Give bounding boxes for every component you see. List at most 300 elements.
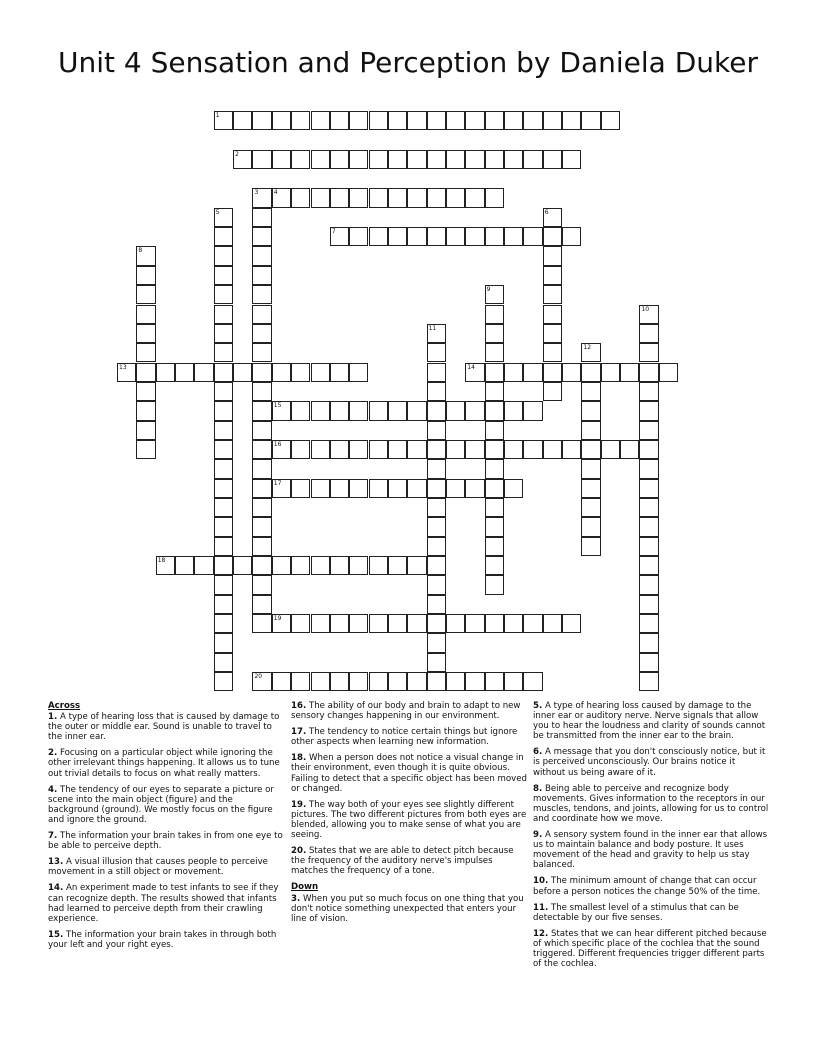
grid-cell[interactable]: [214, 440, 233, 459]
grid-cell[interactable]: [485, 517, 504, 536]
grid-cell[interactable]: [504, 401, 523, 420]
grid-cell[interactable]: [369, 614, 388, 633]
grid-cell[interactable]: [214, 382, 233, 401]
grid-cell[interactable]: [252, 517, 271, 536]
grid-cell[interactable]: [291, 401, 310, 420]
grid-cell[interactable]: [311, 188, 330, 207]
grid-cell[interactable]: [214, 459, 233, 478]
grid-cell[interactable]: [639, 421, 658, 440]
grid-cell[interactable]: [214, 556, 233, 575]
clue-item: [291, 800, 527, 840]
grid-cell[interactable]: [523, 401, 542, 420]
grid-cell[interactable]: [485, 498, 504, 517]
grid-cell[interactable]: [252, 672, 271, 691]
grid-cell[interactable]: [465, 363, 484, 382]
grid-cell[interactable]: [252, 498, 271, 517]
grid-cell[interactable]: [639, 672, 658, 691]
grid-cell[interactable]: [233, 150, 252, 169]
grid-cell[interactable]: [504, 672, 523, 691]
grid-cell[interactable]: [349, 672, 368, 691]
grid-cell[interactable]: [659, 363, 678, 382]
grid-cell[interactable]: [175, 556, 194, 575]
clue-number: 2: [235, 150, 239, 158]
grid-cell[interactable]: [639, 633, 658, 652]
grid-cell[interactable]: [369, 150, 388, 169]
grid-cell[interactable]: [446, 672, 465, 691]
grid-cell[interactable]: [252, 208, 271, 227]
grid-cell[interactable]: [349, 614, 368, 633]
grid-cell[interactable]: [427, 150, 446, 169]
grid-cell[interactable]: [407, 479, 426, 498]
grid-cell[interactable]: [407, 111, 426, 130]
grid-cell[interactable]: [465, 614, 484, 633]
grid-cell[interactable]: [252, 537, 271, 556]
grid-cell[interactable]: [252, 575, 271, 594]
grid-cell[interactable]: [427, 479, 446, 498]
grid-cell[interactable]: [543, 285, 562, 304]
grid-cell[interactable]: [136, 305, 155, 324]
grid-cell[interactable]: [272, 188, 291, 207]
grid-cell[interactable]: [543, 614, 562, 633]
grid-cell[interactable]: [214, 614, 233, 633]
grid-cell[interactable]: [562, 363, 581, 382]
grid-cell[interactable]: [311, 479, 330, 498]
grid-cell[interactable]: [330, 111, 349, 130]
grid-cell[interactable]: [465, 672, 484, 691]
grid-cell[interactable]: [194, 556, 213, 575]
grid-cell[interactable]: [504, 479, 523, 498]
grid-cell[interactable]: [369, 672, 388, 691]
grid-cell[interactable]: [214, 633, 233, 652]
grid-cell[interactable]: [136, 324, 155, 343]
grid-cell[interactable]: [562, 227, 581, 246]
grid-cell[interactable]: [639, 614, 658, 633]
grid-cell[interactable]: [272, 150, 291, 169]
grid-cell[interactable]: [485, 537, 504, 556]
grid-cell[interactable]: [136, 246, 155, 265]
grid-cell[interactable]: [639, 556, 658, 575]
grid-cell[interactable]: [639, 653, 658, 672]
grid-cell[interactable]: [485, 111, 504, 130]
grid-cell[interactable]: [543, 382, 562, 401]
grid-cell[interactable]: [233, 363, 252, 382]
grid-cell[interactable]: [407, 150, 426, 169]
grid-cell[interactable]: [504, 227, 523, 246]
grid-cell[interactable]: [639, 517, 658, 536]
grid-cell[interactable]: [369, 401, 388, 420]
grid-cell[interactable]: [543, 305, 562, 324]
grid-cell[interactable]: [311, 672, 330, 691]
grid-cell[interactable]: [388, 440, 407, 459]
grid-cell[interactable]: [214, 227, 233, 246]
grid-cell[interactable]: [349, 479, 368, 498]
grid-cell[interactable]: [330, 614, 349, 633]
grid-cell[interactable]: [523, 150, 542, 169]
grid-cell[interactable]: [272, 363, 291, 382]
grid-cell[interactable]: [485, 459, 504, 478]
grid-cell[interactable]: [388, 614, 407, 633]
grid-cell[interactable]: [388, 556, 407, 575]
grid-cell[interactable]: [465, 479, 484, 498]
grid-cell[interactable]: [427, 324, 446, 343]
grid-cell[interactable]: [349, 150, 368, 169]
grid-cell[interactable]: [349, 111, 368, 130]
grid-cell[interactable]: [427, 227, 446, 246]
grid-cell[interactable]: [330, 672, 349, 691]
grid-cell[interactable]: [523, 111, 542, 130]
grid-cell[interactable]: [639, 305, 658, 324]
grid-cell[interactable]: [427, 401, 446, 420]
grid-cell[interactable]: [291, 479, 310, 498]
grid-cell[interactable]: [485, 440, 504, 459]
grid-cell[interactable]: [504, 440, 523, 459]
grid-cell[interactable]: [581, 479, 600, 498]
grid-cell[interactable]: [252, 246, 271, 265]
grid-cell[interactable]: [465, 111, 484, 130]
grid-cell[interactable]: [562, 614, 581, 633]
grid-cell[interactable]: [369, 188, 388, 207]
grid-cell[interactable]: [639, 440, 658, 459]
grid-cell[interactable]: [252, 401, 271, 420]
grid-cell[interactable]: [388, 227, 407, 246]
grid-cell[interactable]: [581, 440, 600, 459]
grid-cell[interactable]: [427, 459, 446, 478]
grid-cell[interactable]: [252, 150, 271, 169]
grid-cell[interactable]: [523, 363, 542, 382]
grid-cell[interactable]: [214, 246, 233, 265]
grid-cell[interactable]: [214, 595, 233, 614]
grid-cell[interactable]: [581, 459, 600, 478]
grid-cell[interactable]: [581, 537, 600, 556]
grid-cell[interactable]: [620, 440, 639, 459]
grid-cell[interactable]: [407, 401, 426, 420]
grid-cell[interactable]: [601, 440, 620, 459]
grid-cell[interactable]: [214, 672, 233, 691]
grid-cell[interactable]: [485, 382, 504, 401]
grid-cell[interactable]: [252, 479, 271, 498]
grid-cell[interactable]: [252, 421, 271, 440]
grid-cell[interactable]: [272, 479, 291, 498]
grid-cell[interactable]: [407, 672, 426, 691]
grid-cell[interactable]: [311, 111, 330, 130]
grid-cell[interactable]: [485, 188, 504, 207]
grid-cell[interactable]: [214, 363, 233, 382]
grid-cell[interactable]: [446, 479, 465, 498]
grid-cell[interactable]: [369, 111, 388, 130]
grid-cell[interactable]: [485, 556, 504, 575]
grid-cell[interactable]: [330, 401, 349, 420]
grid-cell[interactable]: [214, 266, 233, 285]
grid-cell[interactable]: [369, 479, 388, 498]
grid-cell[interactable]: [214, 324, 233, 343]
grid-cell[interactable]: [136, 285, 155, 304]
grid-cell[interactable]: [639, 595, 658, 614]
grid-cell[interactable]: [465, 401, 484, 420]
grid-cell[interactable]: [446, 111, 465, 130]
grid-cell[interactable]: [427, 537, 446, 556]
grid-cell[interactable]: [485, 324, 504, 343]
grid-cell[interactable]: [523, 614, 542, 633]
grid-cell[interactable]: [291, 556, 310, 575]
grid-cell[interactable]: [330, 440, 349, 459]
grid-cell[interactable]: [427, 440, 446, 459]
grid-cell[interactable]: [272, 401, 291, 420]
grid-cell[interactable]: [407, 227, 426, 246]
clue-item: [291, 727, 527, 747]
clue-text: The ability of our body and brain to adapt to new sensory changes happening in our environment.: [291, 701, 521, 722]
grid-cell[interactable]: [427, 672, 446, 691]
grid-cell[interactable]: [330, 479, 349, 498]
grid-cell[interactable]: [214, 479, 233, 498]
grid-cell[interactable]: [562, 440, 581, 459]
grid-cell[interactable]: [639, 479, 658, 498]
grid-cell[interactable]: [252, 188, 271, 207]
grid-cell[interactable]: [465, 227, 484, 246]
grid-cell[interactable]: [543, 208, 562, 227]
grid-cell[interactable]: [388, 150, 407, 169]
grid-cell[interactable]: [136, 343, 155, 362]
grid-cell[interactable]: [427, 575, 446, 594]
grid-cell[interactable]: [581, 363, 600, 382]
grid-cell[interactable]: [252, 266, 271, 285]
grid-cell[interactable]: [485, 614, 504, 633]
grid-cell[interactable]: [446, 227, 465, 246]
grid-cell[interactable]: [388, 188, 407, 207]
grid-cell[interactable]: [446, 401, 465, 420]
grid-cell[interactable]: [581, 421, 600, 440]
grid-cell[interactable]: [388, 401, 407, 420]
grid-cell[interactable]: [214, 208, 233, 227]
grid-cell[interactable]: [485, 401, 504, 420]
grid-cell[interactable]: [330, 363, 349, 382]
grid-cell[interactable]: [349, 401, 368, 420]
grid-cell[interactable]: [349, 556, 368, 575]
grid-cell[interactable]: [581, 517, 600, 536]
grid-cell[interactable]: [543, 111, 562, 130]
grid-cell[interactable]: [175, 363, 194, 382]
grid-cell[interactable]: [485, 150, 504, 169]
grid-cell[interactable]: [485, 343, 504, 362]
grid-cell[interactable]: [485, 672, 504, 691]
grid-cell[interactable]: [485, 479, 504, 498]
grid-cell[interactable]: [291, 363, 310, 382]
grid-cell[interactable]: [427, 653, 446, 672]
grid-cell[interactable]: [156, 556, 175, 575]
grid-cell[interactable]: [581, 401, 600, 420]
grid-cell[interactable]: [581, 498, 600, 517]
grid-cell[interactable]: [252, 382, 271, 401]
grid-cell[interactable]: [136, 382, 155, 401]
grid-cell[interactable]: [136, 363, 155, 382]
clue-number-label: 1.: [48, 712, 58, 723]
grid-cell[interactable]: [214, 575, 233, 594]
grid-cell[interactable]: [330, 556, 349, 575]
grid-cell[interactable]: [504, 150, 523, 169]
grid-cell[interactable]: [291, 614, 310, 633]
grid-cell[interactable]: [543, 246, 562, 265]
grid-cell[interactable]: [388, 672, 407, 691]
grid-cell[interactable]: [214, 305, 233, 324]
grid-cell[interactable]: [581, 343, 600, 362]
grid-cell[interactable]: [562, 111, 581, 130]
grid-cell[interactable]: [369, 227, 388, 246]
grid-cell[interactable]: [523, 440, 542, 459]
grid-cell[interactable]: [156, 363, 175, 382]
grid-cell[interactable]: [639, 343, 658, 362]
grid-cell[interactable]: [252, 595, 271, 614]
grid-cell[interactable]: [485, 421, 504, 440]
grid-cell[interactable]: [252, 363, 271, 382]
grid-cell[interactable]: [252, 440, 271, 459]
grid-cell[interactable]: [446, 614, 465, 633]
grid-cell[interactable]: [465, 188, 484, 207]
grid-cell[interactable]: [136, 421, 155, 440]
grid-cell[interactable]: [252, 305, 271, 324]
grid-cell[interactable]: [465, 440, 484, 459]
grid-cell[interactable]: [562, 150, 581, 169]
grid-cell[interactable]: [214, 498, 233, 517]
grid-cell[interactable]: [214, 401, 233, 420]
grid-cell[interactable]: [639, 401, 658, 420]
grid-cell[interactable]: [504, 363, 523, 382]
grid-cell[interactable]: [427, 111, 446, 130]
grid-cell[interactable]: [291, 188, 310, 207]
grid-cell[interactable]: [291, 111, 310, 130]
grid-cell[interactable]: [523, 227, 542, 246]
grid-cell[interactable]: [117, 363, 136, 382]
grid-cell[interactable]: [136, 401, 155, 420]
grid-cell[interactable]: [311, 401, 330, 420]
grid-cell[interactable]: [639, 324, 658, 343]
grid-cell[interactable]: [639, 498, 658, 517]
grid-cell[interactable]: [581, 382, 600, 401]
grid-cell[interactable]: [330, 150, 349, 169]
grid-cell[interactable]: [349, 363, 368, 382]
grid-cell[interactable]: [446, 150, 465, 169]
grid-cell[interactable]: [485, 227, 504, 246]
grid-cell[interactable]: [330, 188, 349, 207]
grid-cell[interactable]: [601, 363, 620, 382]
grid-cell[interactable]: [214, 517, 233, 536]
grid-cell[interactable]: [485, 575, 504, 594]
grid-cell[interactable]: [446, 440, 465, 459]
grid-cell[interactable]: [639, 382, 658, 401]
grid-cell[interactable]: [465, 150, 484, 169]
grid-cell[interactable]: [485, 305, 504, 324]
grid-cell[interactable]: [427, 517, 446, 536]
grid-cell[interactable]: [427, 382, 446, 401]
grid-cell[interactable]: [311, 614, 330, 633]
grid-cell[interactable]: [427, 421, 446, 440]
grid-cell[interactable]: [136, 266, 155, 285]
grid-cell[interactable]: [349, 440, 368, 459]
grid-cell[interactable]: [485, 363, 504, 382]
grid-cell[interactable]: [252, 227, 271, 246]
grid-cell[interactable]: [214, 421, 233, 440]
grid-cell[interactable]: [543, 150, 562, 169]
grid-cell[interactable]: [523, 672, 542, 691]
grid-cell[interactable]: [427, 595, 446, 614]
grid-cell[interactable]: [214, 537, 233, 556]
grid-cell[interactable]: [272, 111, 291, 130]
grid-cell[interactable]: [136, 440, 155, 459]
grid-cell[interactable]: [252, 111, 271, 130]
grid-cell[interactable]: [407, 188, 426, 207]
grid-cell[interactable]: [427, 343, 446, 362]
grid-cell[interactable]: [291, 672, 310, 691]
grid-cell[interactable]: [407, 440, 426, 459]
grid-cell[interactable]: [311, 556, 330, 575]
grid-cell[interactable]: [407, 614, 426, 633]
grid-cell[interactable]: [252, 614, 271, 633]
grid-cell[interactable]: [291, 440, 310, 459]
grid-cell[interactable]: [311, 150, 330, 169]
grid-cell[interactable]: [214, 285, 233, 304]
grid-cell[interactable]: [252, 285, 271, 304]
grid-cell[interactable]: [485, 285, 504, 304]
grid-cell[interactable]: [446, 188, 465, 207]
grid-cell[interactable]: [581, 111, 600, 130]
grid-cell[interactable]: [233, 556, 252, 575]
grid-cell[interactable]: [407, 556, 426, 575]
grid-cell[interactable]: [543, 363, 562, 382]
grid-cell[interactable]: [427, 556, 446, 575]
grid-cell[interactable]: [639, 459, 658, 478]
grid-cell[interactable]: [388, 111, 407, 130]
grid-cell[interactable]: [427, 614, 446, 633]
grid-cell[interactable]: [543, 324, 562, 343]
grid-cell[interactable]: [349, 227, 368, 246]
grid-cell[interactable]: [311, 440, 330, 459]
grid-cell[interactable]: [388, 479, 407, 498]
grid-cell[interactable]: [252, 459, 271, 478]
grid-cell[interactable]: [543, 227, 562, 246]
grid-cell[interactable]: [427, 498, 446, 517]
grid-cell[interactable]: [427, 363, 446, 382]
grid-cell[interactable]: [272, 614, 291, 633]
grid-cell[interactable]: [272, 440, 291, 459]
grid-cell[interactable]: [272, 556, 291, 575]
grid-cell[interactable]: [427, 633, 446, 652]
grid-cell[interactable]: [601, 111, 620, 130]
grid-cell[interactable]: [639, 537, 658, 556]
grid-cell[interactable]: [639, 575, 658, 594]
grid-cell[interactable]: [543, 343, 562, 362]
grid-cell[interactable]: [427, 188, 446, 207]
grid-cell[interactable]: [194, 363, 213, 382]
grid-cell[interactable]: [214, 111, 233, 130]
grid-cell[interactable]: [252, 324, 271, 343]
grid-cell[interactable]: [214, 343, 233, 362]
grid-cell[interactable]: [639, 363, 658, 382]
grid-cell[interactable]: [311, 363, 330, 382]
grid-cell[interactable]: [369, 556, 388, 575]
grid-cell[interactable]: [252, 343, 271, 362]
grid-cell[interactable]: [291, 150, 310, 169]
grid-cell[interactable]: [272, 672, 291, 691]
grid-cell[interactable]: [330, 227, 349, 246]
grid-cell[interactable]: [543, 440, 562, 459]
grid-cell[interactable]: [233, 111, 252, 130]
grid-cell[interactable]: [369, 440, 388, 459]
grid-cell[interactable]: [504, 111, 523, 130]
grid-cell[interactable]: [349, 188, 368, 207]
grid-cell[interactable]: [214, 653, 233, 672]
grid-cell[interactable]: [543, 266, 562, 285]
grid-cell[interactable]: [620, 363, 639, 382]
grid-cell[interactable]: [252, 556, 271, 575]
grid-cell[interactable]: [504, 614, 523, 633]
